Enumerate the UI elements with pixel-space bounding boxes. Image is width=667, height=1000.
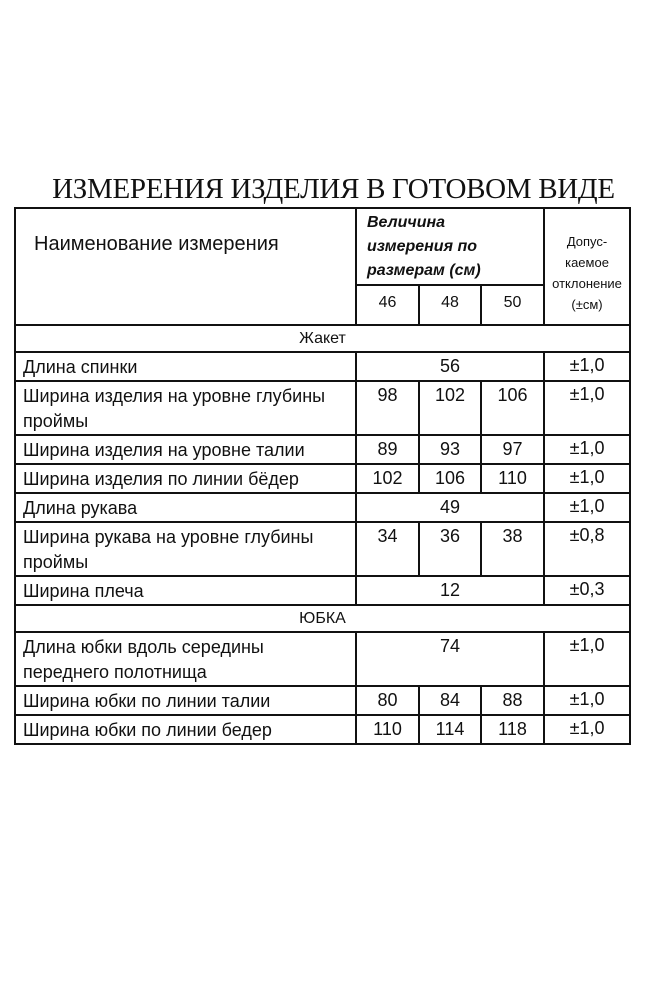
size-50-header: 50	[481, 285, 544, 325]
header-row	[15, 208, 630, 285]
tolerance-value: ±1,0	[544, 464, 630, 493]
table-row	[15, 435, 630, 464]
measurement-value: 110	[481, 464, 544, 493]
measurement-value: 84	[419, 686, 481, 715]
measurement-value: 102	[419, 381, 481, 435]
tolerance-value: ±1,0	[544, 381, 630, 435]
measurement-value: 36	[419, 522, 481, 576]
measurement-name: Ширина рукава на уровне глубины проймы	[15, 522, 356, 576]
measurement-value: 114	[419, 715, 481, 744]
tolerance-value: ±1,0	[544, 435, 630, 464]
measurement-value: 74	[356, 632, 544, 686]
measurement-name: Длина юбки вдоль середины переднего полотнища	[15, 632, 356, 686]
measurements-table	[14, 207, 631, 745]
table-row	[15, 632, 630, 686]
measurement-name: Ширина изделия по линии бёдер	[15, 464, 356, 493]
measurement-value: 110	[356, 715, 419, 744]
measurement-name: Длина рукава	[15, 493, 356, 522]
tolerance-value: ±1,0	[544, 715, 630, 744]
tolerance-value: ±0,8	[544, 522, 630, 576]
measurement-value: 93	[419, 435, 481, 464]
measurement-value: 38	[481, 522, 544, 576]
tolerance-value: ±1,0	[544, 493, 630, 522]
table-row	[15, 352, 630, 381]
measurement-value: 56	[356, 352, 544, 381]
measurement-value: 98	[356, 381, 419, 435]
page-title: ИЗМЕРЕНИЯ ИЗДЕЛИЯ В ГОТОВОМ ВИДЕ	[52, 173, 615, 205]
tolerance-value: ±1,0	[544, 632, 630, 686]
table-row	[15, 464, 630, 493]
measurement-value: 88	[481, 686, 544, 715]
header-name-cell: Наименование измерения	[15, 208, 356, 325]
measurement-name: Ширина изделия на уровне глубины проймы	[15, 381, 356, 435]
table-row	[15, 686, 630, 715]
header-size-cell: Величина измерения по размерам (см)	[356, 208, 544, 285]
measurement-name: Длина спинки	[15, 352, 356, 381]
header-tolerance-cell: Допус-каемое отклонение (±см)	[544, 208, 630, 325]
measurement-value: 80	[356, 686, 419, 715]
measurement-value: 118	[481, 715, 544, 744]
measurement-value: 12	[356, 576, 544, 605]
measurement-value: 49	[356, 493, 544, 522]
section-title: Жакет	[15, 325, 630, 352]
measurement-value: 97	[481, 435, 544, 464]
table-row	[15, 715, 630, 744]
section-title: ЮБКА	[15, 605, 630, 632]
tolerance-value: ±1,0	[544, 686, 630, 715]
table-row	[15, 381, 630, 435]
measurement-name: Ширина плеча	[15, 576, 356, 605]
measurement-name: Ширина юбки по линии талии	[15, 686, 356, 715]
tolerance-value: ±1,0	[544, 352, 630, 381]
size-48-header: 48	[419, 285, 481, 325]
measurement-value: 34	[356, 522, 419, 576]
table-row	[15, 493, 630, 522]
measurement-value: 89	[356, 435, 419, 464]
table-row	[15, 522, 630, 576]
table-row	[15, 576, 630, 605]
size-46-header: 46	[356, 285, 419, 325]
tolerance-value: ±0,3	[544, 576, 630, 605]
measurement-value: 102	[356, 464, 419, 493]
section-row	[15, 325, 630, 352]
section-row	[15, 605, 630, 632]
measurement-name: Ширина изделия на уровне талии	[15, 435, 356, 464]
measurement-value: 106	[481, 381, 544, 435]
measurement-name: Ширина юбки по линии бедер	[15, 715, 356, 744]
measurement-value: 106	[419, 464, 481, 493]
